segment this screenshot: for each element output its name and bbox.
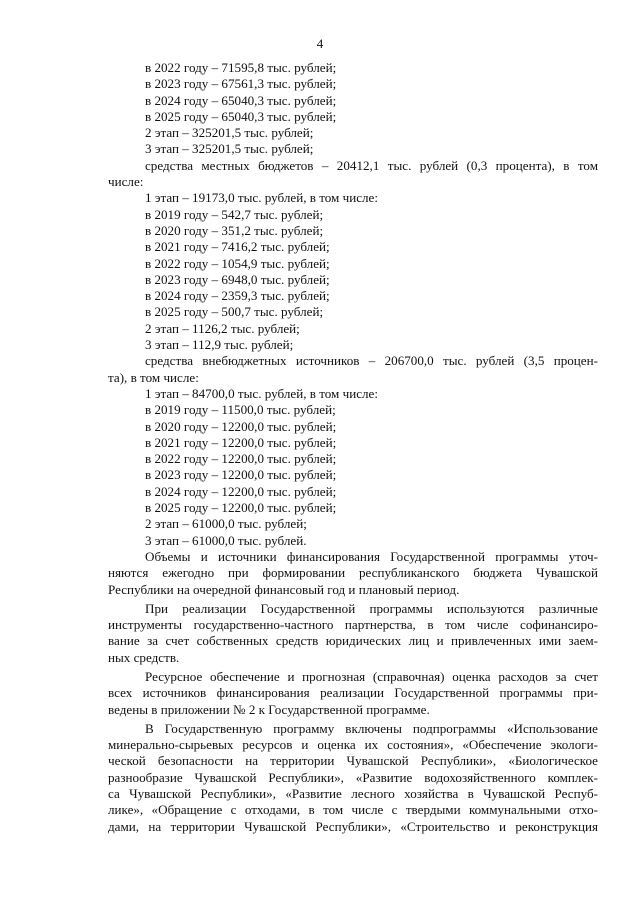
text-line: вание за счет собственных средств юридических лиц и привлеченных ими заем- <box>108 633 598 649</box>
text-line: 2 этап – 325201,5 тыс. рублей; <box>145 125 314 141</box>
text-line: в 2021 году – 12200,0 тыс. рублей; <box>145 434 337 450</box>
text-line: в 2022 году – 71595,8 тыс. рублей; <box>145 60 337 75</box>
text-line: в 2020 году – 351,2 тыс. рублей; <box>145 222 324 238</box>
text-line: в 2024 году – 2359,3 тыс. рублей; <box>145 288 330 304</box>
text-line: в 2025 году – 12200,0 тыс. рублей; <box>145 500 337 516</box>
text-line: 2 этап – 61000,0 тыс. рублей; <box>145 516 307 532</box>
paragraph <box>108 549 598 598</box>
text-line: в 2019 году – 542,7 тыс. рублей; <box>145 206 324 222</box>
text-line: средства местных бюджетов – 20412,1 тыс. рублей (0,3 процента), в том <box>145 157 598 173</box>
text-line: разнообразие Чувашской Республики», «Развитие водохозяйственного комплек- <box>108 769 598 785</box>
text-line: в 2023 году – 12200,0 тыс. рублей; <box>145 467 337 483</box>
text-line: в 2023 году – 67561,3 тыс. рублей; <box>145 76 337 92</box>
text-line: в 2023 году – 6948,0 тыс. рублей; <box>145 271 330 287</box>
text-line: минерально-сырьевых ресурсов и оценка их состояния», «Обеспечение экологи- <box>108 737 598 753</box>
text-line: та), в том числе: <box>108 369 199 385</box>
text-line: в 2022 году – 12200,0 тыс. рублей; <box>145 451 337 467</box>
paragraph <box>108 60 598 549</box>
text-line: При реализации Государственной программы используются различные <box>145 600 598 616</box>
text-line: Республики на очередной финансовый год и плановый период. <box>108 581 460 597</box>
text-line: в 2019 году – 11500,0 тыс. рублей; <box>145 402 336 418</box>
text-line: В Государственную программу включены подпрограммы «Использование <box>145 720 598 736</box>
text-line: 1 этап – 84700,0 тыс. рублей, в том числе: <box>145 385 379 401</box>
text-line: ведены в приложении № 2 к Государственной программе. <box>108 701 430 717</box>
text-line: в 2025 году – 65040,3 тыс. рублей; <box>145 108 337 124</box>
text-line: 3 этап – 61000,0 тыс. рублей. <box>145 532 307 548</box>
text-line: в 2024 году – 12200,0 тыс. рублей; <box>145 483 337 499</box>
text-line: лике», «Обращение с отходами, в том числе с твердыми коммунальными отхо- <box>108 802 598 818</box>
text-line: 1 этап – 19173,0 тыс. рублей, в том числе: <box>145 190 379 206</box>
text-line: средства внебюджетных источников – 206700,0 тыс. рублей (3,5 процен- <box>145 353 598 369</box>
text-line: 2 этап – 1126,2 тыс. рублей; <box>145 320 300 336</box>
text-line: няются ежегодно при формировании республиканского бюджета Чувашской <box>108 565 598 581</box>
text-line: 3 этап – 325201,5 тыс. рублей; <box>145 141 314 157</box>
paragraph <box>108 721 598 835</box>
paragraph <box>108 669 598 718</box>
paragraph <box>108 601 598 666</box>
document-body <box>108 60 598 835</box>
text-line: в 2020 году – 12200,0 тыс. рублей; <box>145 418 337 434</box>
text-line: ных средств. <box>108 649 180 665</box>
text-line: Ресурсное обеспечение и прогнозная (справочная) оценка расходов за счет <box>145 668 598 684</box>
text-line: всех источников финансирования реализации Государственной программы при- <box>108 685 598 701</box>
text-line: в 2025 году – 500,7 тыс. рублей; <box>145 304 324 320</box>
text-line: Объемы и источники финансирования Государственной программы уточ- <box>145 548 598 564</box>
text-line: ческой безопасности на территории Чувашской Республики», «Биологическое <box>108 753 598 769</box>
text-line: в 2021 году – 7416,2 тыс. рублей; <box>145 239 330 255</box>
text-line: дами, на территории Чувашской Республики», «Строительство и реконструкция <box>108 818 598 834</box>
text-line: 3 этап – 112,9 тыс. рублей; <box>145 337 294 353</box>
text-line: в 2024 году – 65040,3 тыс. рублей; <box>145 92 337 108</box>
text-line: в 2022 году – 1054,9 тыс. рублей; <box>145 255 330 271</box>
text-line: инструменты государственно-частного партнерства, в том числе софинансиро- <box>108 617 598 633</box>
text-line: са Чувашской Республики», «Развитие лесного хозяйства в Чувашской Респуб- <box>108 786 598 802</box>
page-number: 4 <box>316 36 324 51</box>
text-line: числе: <box>108 174 144 190</box>
